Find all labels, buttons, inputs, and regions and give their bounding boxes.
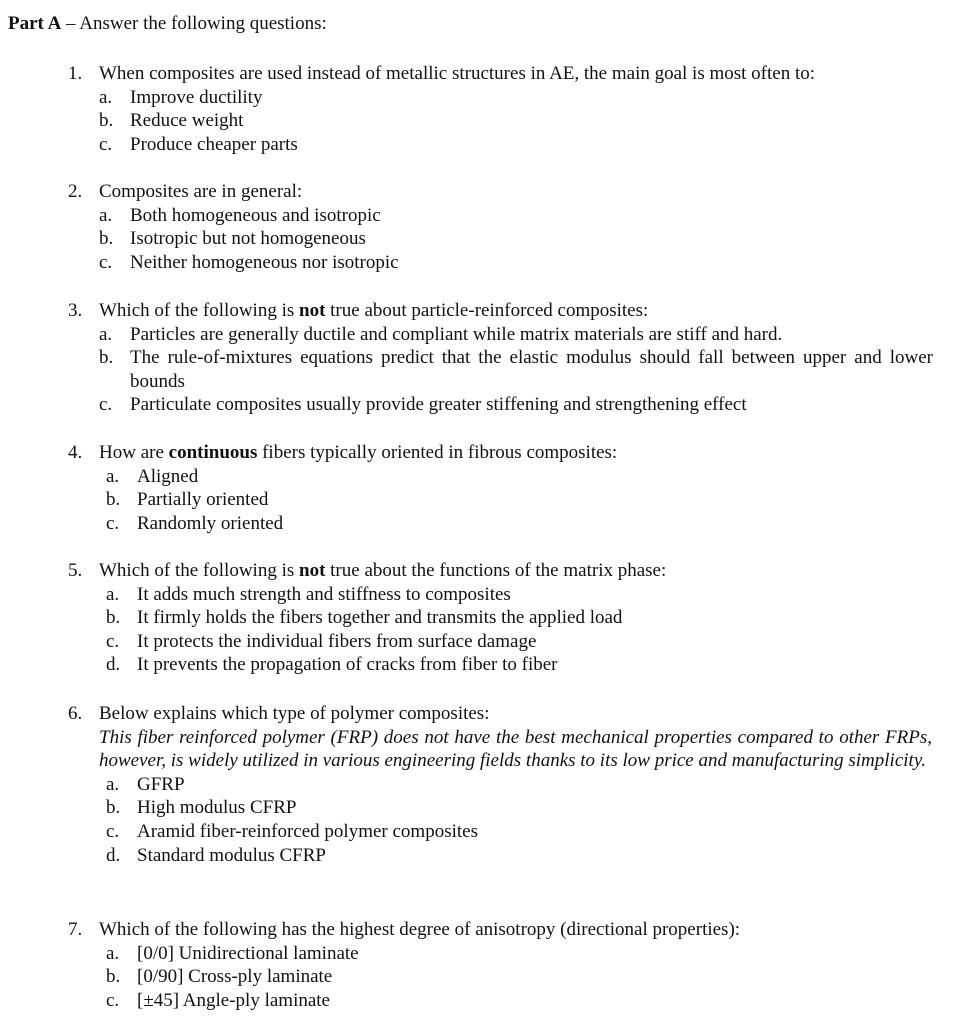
option-letter: b.	[106, 966, 121, 988]
option-letter: c.	[99, 133, 113, 155]
option-c	[68, 251, 934, 275]
option-text: Particulate composites usually provide greater stiffening and strengthening effect	[130, 394, 747, 416]
option-letter: a.	[106, 942, 120, 964]
option-b	[68, 606, 934, 630]
option-a	[68, 86, 934, 110]
option-letter: c.	[106, 512, 120, 534]
question-text-part: Which of the following is	[99, 560, 299, 581]
option-text: It protects the individual fibers from surface damage	[137, 630, 537, 652]
option-c	[68, 393, 934, 417]
question-text-emphasis: not	[299, 300, 326, 321]
option-text: Particles are generally ductile and compliant while matrix materials are stiff and hard.	[130, 323, 783, 345]
option-letter: d.	[106, 844, 121, 866]
option-text: It firmly holds the fibers together and transmits the applied load	[137, 607, 623, 629]
option-text: GFRP	[137, 773, 185, 795]
option-text: [±45] Angle-ply laminate	[137, 989, 330, 1011]
option-c	[68, 630, 934, 654]
option-text: Produce cheaper parts	[130, 133, 298, 155]
option-text: [0/0] Unidirectional laminate	[137, 942, 359, 964]
option-letter: a.	[106, 465, 120, 487]
part-label: Part A	[8, 13, 62, 34]
part-instruction: – Answer the following questions:	[61, 13, 327, 34]
option-letter: c.	[99, 394, 113, 416]
question-passage: This fiber reinforced polymer (FRP) does not have the best mechanical properties compared to other FRPs, however, is widely utilized in various engineering fields thanks to its low price and manufacturing simplicity.	[99, 726, 932, 772]
question-number: 2.	[68, 181, 83, 202]
option-letter: b.	[99, 110, 114, 132]
option-letter: b.	[99, 347, 114, 369]
option-text: Neither homogeneous nor isotropic	[130, 251, 399, 273]
option-c	[68, 512, 934, 536]
question-6	[68, 702, 934, 867]
option-b	[68, 965, 934, 989]
option-a	[68, 323, 934, 347]
option-letter: d.	[106, 654, 121, 676]
question-text-part: true about particle-reinforced composites:	[325, 300, 649, 321]
question-text: When composites are used instead of metallic structures in AE, the main goal is most often to:	[99, 63, 816, 84]
question-text-part: How are	[99, 442, 169, 463]
option-letter: b.	[106, 607, 121, 629]
question-4	[68, 441, 934, 535]
option-letter: a.	[106, 773, 120, 795]
option-letter: a.	[99, 86, 113, 108]
option-d	[68, 844, 934, 868]
option-a	[68, 204, 934, 228]
question-text	[99, 560, 666, 581]
option-letter: b.	[106, 797, 121, 819]
option-text: It prevents the propagation of cracks from fiber to fiber	[137, 654, 558, 676]
question-number: 6.	[68, 703, 83, 724]
option-b	[68, 488, 934, 512]
option-a	[68, 465, 934, 489]
option-letter: b.	[106, 489, 121, 511]
option-text: High modulus CFRP	[137, 797, 297, 819]
option-text: Aligned	[137, 465, 199, 487]
question-text: Which of the following has the highest degree of anisotropy (directional properties):	[99, 919, 741, 940]
option-letter: a.	[99, 323, 113, 345]
option-text: [0/90] Cross-ply laminate	[137, 966, 333, 988]
option-text: Standard modulus CFRP	[137, 844, 326, 866]
option-letter: c.	[106, 989, 120, 1011]
option-b	[68, 346, 933, 393]
question-text: Composites are in general:	[99, 181, 303, 202]
option-text: Randomly oriented	[137, 512, 284, 534]
option-c	[68, 989, 934, 1013]
question-text: Below explains which type of polymer composites:	[99, 703, 490, 724]
option-a	[68, 942, 934, 966]
option-text: Partially oriented	[137, 489, 269, 511]
question-text	[99, 442, 617, 463]
option-text: Improve ductility	[130, 86, 263, 108]
option-d	[68, 653, 934, 677]
option-c	[68, 820, 934, 844]
option-text: Both homogeneous and isotropic	[130, 204, 381, 226]
question-text-part: fibers typically oriented in fibrous composites:	[257, 442, 618, 463]
question-2	[68, 180, 934, 274]
question-number: 3.	[68, 300, 83, 321]
question-number: 7.	[68, 919, 83, 940]
option-c	[68, 133, 934, 157]
question-text-emphasis: not	[299, 560, 326, 581]
option-b	[68, 796, 934, 820]
part-heading	[8, 12, 327, 36]
question-text	[99, 300, 648, 321]
option-b	[68, 109, 934, 133]
option-text: Isotropic but not homogeneous	[130, 228, 366, 250]
option-letter: a.	[106, 583, 120, 605]
question-text-part: Which of the following is	[99, 300, 299, 321]
option-a	[68, 773, 934, 797]
option-text: Aramid fiber-reinforced polymer composites	[137, 820, 478, 842]
option-letter: b.	[99, 228, 114, 250]
option-b	[68, 227, 934, 251]
option-letter: c.	[106, 630, 120, 652]
option-letter: c.	[99, 251, 113, 273]
option-a	[68, 583, 934, 607]
option-letter: a.	[99, 204, 113, 226]
question-text-part: true about the functions of the matrix phase:	[325, 560, 667, 581]
option-letter: c.	[106, 820, 120, 842]
question-number: 4.	[68, 442, 83, 463]
question-number: 5.	[68, 560, 83, 581]
option-text: Reduce weight	[130, 110, 244, 132]
question-1	[68, 62, 934, 156]
question-3	[68, 299, 934, 417]
question-5	[68, 559, 934, 677]
question-text-emphasis: continuous	[168, 442, 258, 463]
option-text: It adds much strength and stiffness to composites	[137, 583, 511, 605]
question-number: 1.	[68, 63, 83, 84]
question-7	[68, 918, 934, 1012]
option-text: The rule-of-mixtures equations predict that the elastic modulus should fall between upper and lower bounds	[130, 347, 933, 392]
